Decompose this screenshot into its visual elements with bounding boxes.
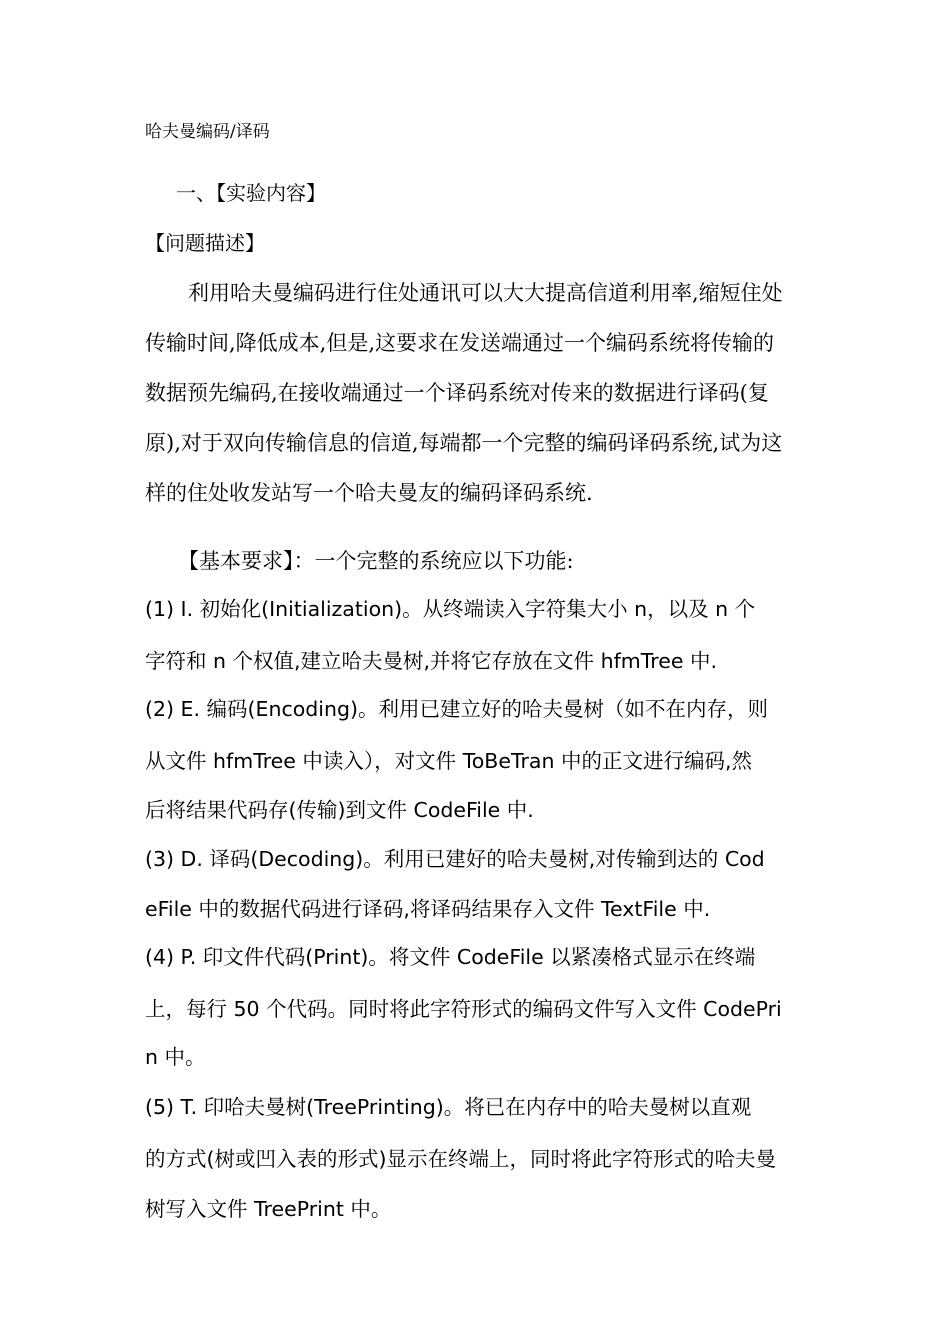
document-title: 哈夫曼编码/译码 <box>145 122 270 142</box>
requirement-line-2: 字符和 n 个权值,建立哈夫曼树,并将它存放在文件 hfmTree 中. <box>145 649 717 673</box>
problem-line-3: 数据预先编码,在接收端通过一个译码系统对传来的数据进行译码(复 <box>145 381 769 405</box>
requirement-line-3: (2) E. 编码(Encoding)。利用已建立好的哈夫曼树（如不在内存，则 <box>145 697 769 721</box>
problem-heading: 【问题描述】 <box>145 231 265 255</box>
requirement-line-12: 的方式(树或凹入表的形式)显示在终端上，同时将此字符形式的哈夫曼 <box>145 1147 776 1171</box>
requirements-heading: 【基本要求】：一个完整的系统应以下功能: <box>178 549 574 573</box>
problem-line-4: 原),对于双向传输信息的信道,每端都一个完整的编码译码系统,试为这 <box>145 431 783 455</box>
problem-line-2: 传输时间,降低成本,但是,这要求在发送端通过一个编码系统将传输的 <box>145 331 775 355</box>
requirement-line-5: 后将结果代码存(传输)到文件 CodeFile 中. <box>145 798 534 822</box>
section-heading: 一、【实验内容】 <box>176 181 326 205</box>
problem-line-5: 样的住处收发站写一个哈夫曼友的编码译码系统. <box>145 481 593 505</box>
requirement-line-1: (1) I. 初始化(Initialization)。从终端读入字符集大小 n，以及 n 个 <box>145 597 756 621</box>
requirement-line-13: 树写入文件 TreePrint 中。 <box>145 1197 392 1221</box>
requirement-line-4: 从文件 hfmTree 中读入），对文件 ToBeTran 中的正文进行编码,然 <box>145 749 752 773</box>
requirement-line-8: (4) P. 印文件代码(Print)。将文件 CodeFile 以紧凑格式显示在终端 <box>145 945 756 969</box>
requirement-line-9: 上，每行 50 个代码。同时将此字符形式的编码文件写入文件 CodePri <box>145 997 782 1021</box>
requirement-line-10: n 中。 <box>145 1045 206 1069</box>
requirement-line-7: eFile 中的数据代码进行译码,将译码结果存入文件 TextFile 中. <box>145 897 711 921</box>
requirement-line-6: (3) D. 译码(Decoding)。利用已建好的哈夫曼树,对传输到达的 Cod <box>145 847 765 871</box>
requirement-line-11: (5) T. 印哈夫曼树(TreePrinting)。将已在内存中的哈夫曼树以直观 <box>145 1095 752 1119</box>
problem-line-1: 利用哈夫曼编码进行住处通讯可以大大提高信道利用率,缩短住处 <box>188 281 783 305</box>
